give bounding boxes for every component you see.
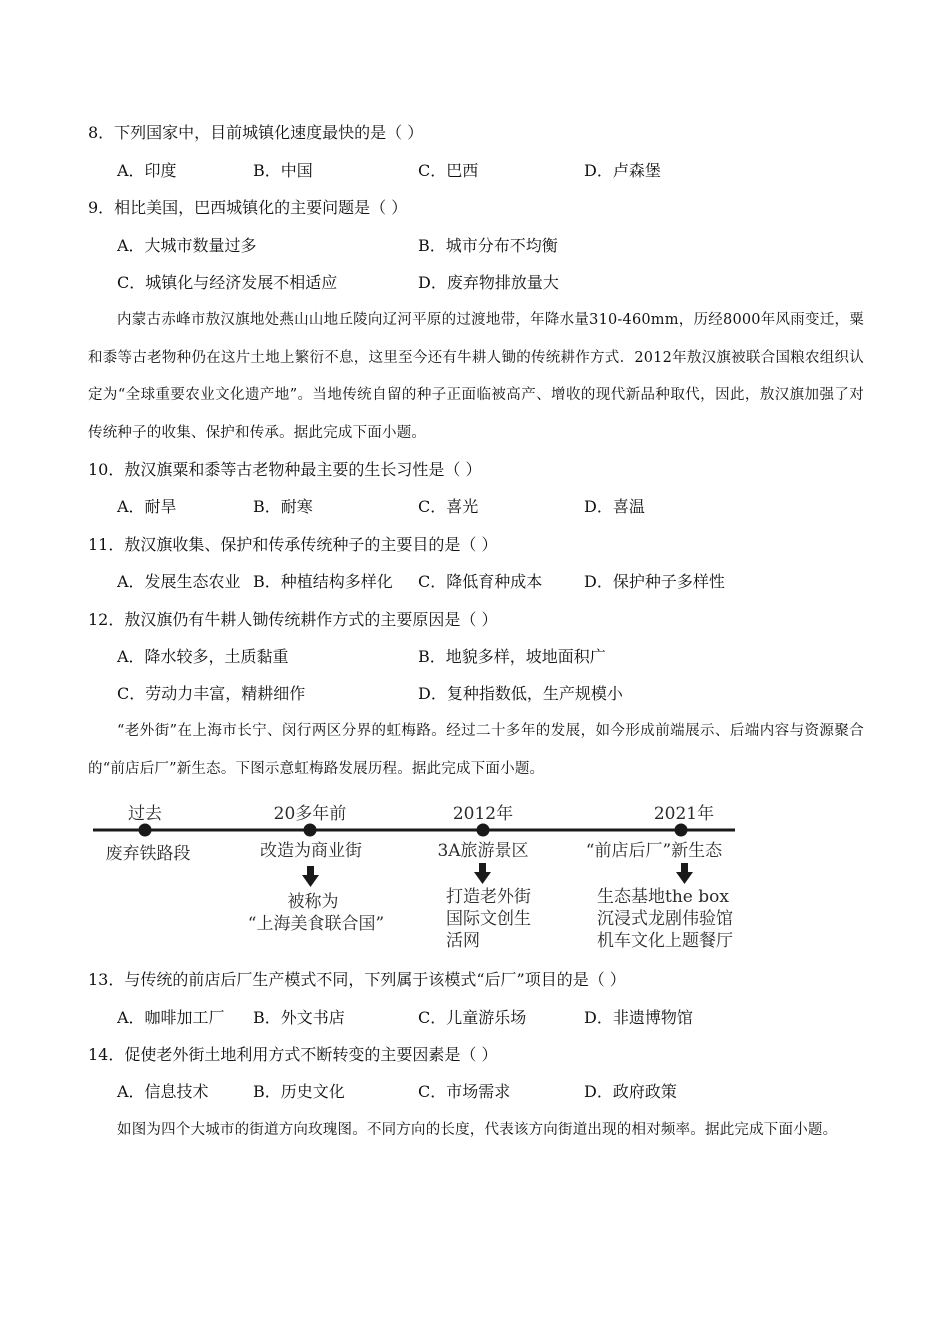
timeline-detail-2021-1: 生态基地the box [597,887,729,907]
question-13-option-d[interactable]: D．非遗博物馆 [584,1008,693,1027]
passage-laowaijie [88,713,864,788]
hongmei-road-timeline [0,795,950,960]
question-8-option-d[interactable]: D．卢森堡 [584,161,661,180]
timeline-label-2021: “前店后厂”新生态 [585,841,723,861]
question-13-option-c[interactable]: C．儿童游乐场 [418,1008,527,1027]
arrow-down-icon [676,863,693,884]
question-11-option-d[interactable]: D．保护种子多样性 [584,572,725,591]
passage-aohan [88,302,864,452]
question-11-option-a[interactable]: A．发展生态农业 [117,572,241,591]
passage-rose-text: 如图为四个大城市的街道方向玫瑰图。不同方向的长度，代表该方向街道出现的相对频率。据此完成下面小题。 [117,1122,838,1138]
question-12-option-b[interactable]: B．地貌多样，坡地面积广 [418,647,606,666]
timeline-detail-2021-3: 机车文化上题餐厅 [597,931,733,951]
question-9-option-c[interactable]: C．城镇化与经济发展不相适应 [117,273,338,292]
timeline-detail-2012-1: 打造老外街 [446,887,531,907]
question-11-option-b[interactable]: B．种植结构多样化 [253,572,393,591]
question-10-option-a[interactable]: A．耐旱 [117,497,177,516]
timeline-dot-2012 [477,824,490,837]
question-12-option-c[interactable]: C．劳动力丰富，精耕细作 [117,684,306,703]
question-8-option-b[interactable]: B．中国 [253,161,313,180]
timeline-dot-past [139,824,152,837]
question-9-stem: 9．相比美国，巴西城镇化的主要问题是（ ） [88,198,408,217]
question-13-option-b[interactable]: B．外文书店 [253,1008,345,1027]
timeline-dot-20-years [304,824,317,837]
timeline-time-2021: 2021年 [653,804,715,824]
question-9-option-a[interactable]: A．大城市数量过多 [117,236,257,255]
question-10-option-d[interactable]: D．喜温 [584,497,645,516]
passage-laowaijie-text: “老外街”在上海市长宁、闵行两区分界的虹梅路。经过二十多年的发展，如今形成前端展示、后端内容与资源聚合的“前店后厂”新生态。下图示意虹梅路发展历程。据此完成下面小题。 [88,723,864,777]
question-9-option-b[interactable]: B．城市分布不均衡 [418,236,558,255]
timeline-detail-2021-2: 沉浸式龙剧伟验馆 [597,909,733,929]
question-10-option-c[interactable]: C．喜光 [418,497,479,516]
arrow-down-icon [474,863,491,884]
timeline-label-20-years: 改造为商业街 [260,841,362,861]
question-14-option-b[interactable]: B．历史文化 [253,1082,345,1101]
question-8-stem: 8．下列国家中，目前城镇化速度最快的是（ ） [88,123,424,142]
timeline-detail-2012-2: 国际文创生 [446,909,531,929]
question-14-stem: 14．促使老外街土地利用方式不断转变的主要因素是（ ） [88,1045,498,1064]
timeline-label-past: 废弃铁路段 [105,844,191,864]
question-10-stem: 10．敖汉旗粟和黍等古老物种最主要的生长习性是（ ） [88,460,482,479]
timeline-detail-20-years-2: “上海美食联合国” [247,914,385,934]
arrow-down-icon [302,866,319,887]
timeline-time-2012: 2012年 [452,804,514,824]
question-14-option-a[interactable]: A．信息技术 [117,1082,209,1101]
passage-rose [88,1112,864,1150]
question-9-option-d[interactable]: D．废弃物排放量大 [418,273,559,292]
timeline-detail-20-years-1: 被称为 [287,892,339,912]
question-13-option-a[interactable]: A．咖啡加工厂 [117,1008,225,1027]
question-10-option-b[interactable]: B．耐寒 [253,497,313,516]
question-12-option-d[interactable]: D．复种指数低，生产规模小 [418,684,623,703]
question-12-option-a[interactable]: A．降水较多，土质黏重 [117,647,289,666]
question-11-stem: 11．敖汉旗收集、保护和传承传统种子的主要目的是（ ） [88,535,498,554]
timeline-detail-2012-3: 活网 [446,931,480,951]
question-11-option-c[interactable]: C．降低育种成本 [418,572,543,591]
question-13-stem: 13．与传统的前店后厂生产模式不同，下列属于该模式“后厂”项目的是（ ） [88,970,626,989]
question-8-option-c[interactable]: C．巴西 [418,161,479,180]
passage-aohan-text: 内蒙古赤峰市敖汉旗地处燕山山地丘陵向辽河平原的过渡地带，年降水量310-460mm，历经8000年风雨变迁，粟和黍等古老物种仍在这片土地上繁衍不息，这里至今还有牛耕人锄的传统耕作方式．2012年敖汉旗被联合国粮农组织认定为“全球重要农业文化遗产地”。当地传统自留的种子正面临被高产、增收的现代新品种取代，因此，敖汉旗加强了对传统种子的收集、保护和传承。据此完成下面小题。 [88,312,864,441]
timeline-time-past: 过去 [128,804,162,824]
question-8-option-a[interactable]: A．印度 [117,161,177,180]
question-12-stem: 12．敖汉旗仍有牛耕人锄传统耕作方式的主要原因是（ ） [88,610,498,629]
timeline-dot-2021 [675,824,688,837]
question-14-option-c[interactable]: C．市场需求 [418,1082,511,1101]
timeline-label-2012: 3A旅游景区 [437,841,529,861]
question-14-option-d[interactable]: D．政府政策 [584,1082,677,1101]
timeline-time-20-years: 20多年前 [273,804,347,824]
